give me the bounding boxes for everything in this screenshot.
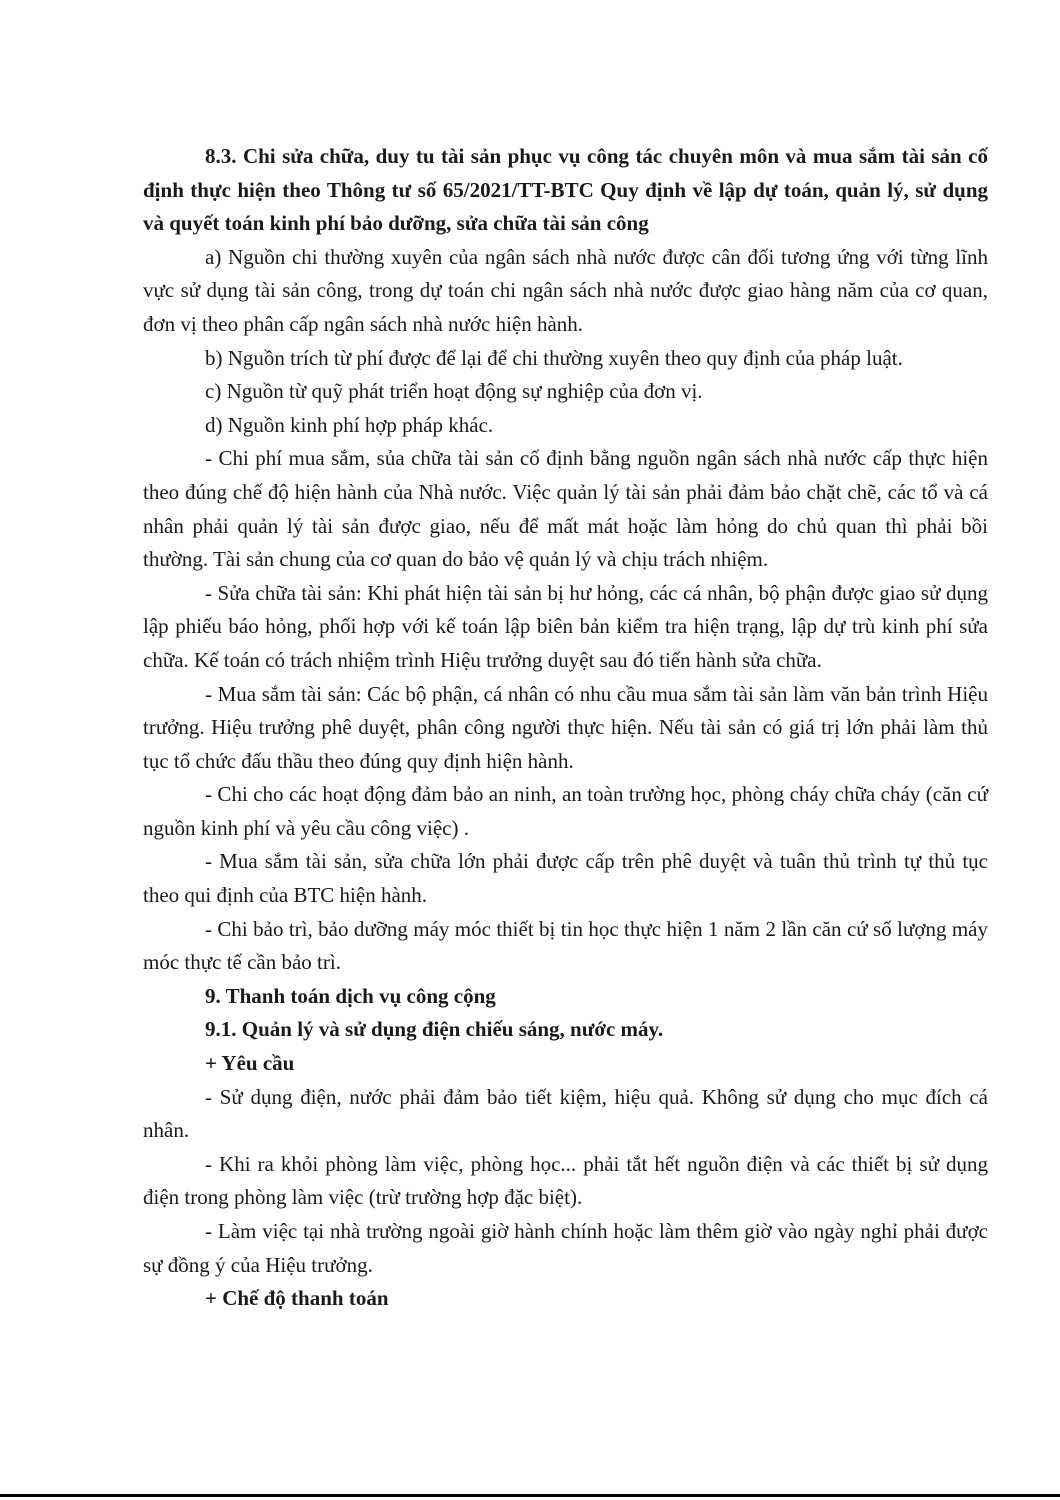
paragraph: - Mua sắm tài sản: Các bộ phận, cá nhân có nhu cầu mua sắm tài sản làm văn bản trình Hiệu trưởng. Hiệu trưởng phê duyệt, phân công người thực hiện. Nếu tài sản có giá trị lớn phải làm thủ tục tổ chức đấu thầu theo đúng quy định hiện hành. [143, 681, 988, 773]
section-9-1-heading: 9.1. Quản lý và sử dụng điện chiếu sáng, nước máy. [205, 1017, 664, 1042]
requirements-label: + Yêu cầu [205, 1051, 295, 1076]
requirement-item: - Làm việc tại nhà trường ngoài giờ hành chính hoặc làm thêm giờ vào ngày nghỉ phải được sự đồng ý của Hiệu trưởng. [143, 1219, 988, 1277]
payment-label: + Chế độ thanh toán [205, 1286, 389, 1311]
requirement-item: - Sử dụng điện, nước phải đảm bảo tiết kiệm, hiệu quả. Không sử dụng cho mục đích cá nhân. [143, 1084, 988, 1143]
section-9-heading: 9. Thanh toán dịch vụ công cộng [205, 983, 496, 1008]
bottom-border-line [0, 1494, 1060, 1497]
paragraph: a) Nguồn chi thường xuyên của ngân sách nhà nước được cân đối tương ứng với từng lĩnh vực sử dụng tài sản công, trong dự toán chi ngân sách nhà nước được giao hàng năm của cơ quan, đơn vị theo phân cấp ngân sách nhà nước hiện hành. [143, 244, 988, 336]
paragraph: - Chi cho các hoạt động đảm bảo an ninh, an toàn trường học, phòng cháy chữa cháy (căn cứ nguồn kinh phí và yêu cầu công việc) . [143, 782, 988, 840]
paragraph: b) Nguồn trích từ phí được để lại để chi thường xuyên theo quy định của pháp luật. [205, 345, 903, 370]
document-body [143, 140, 988, 1316]
paragraph: c) Nguồn từ quỹ phát triển hoạt động sự nghiệp của đơn vị. [205, 379, 703, 404]
requirement-item: - Khi ra khỏi phòng làm việc, phòng học... phải tắt hết nguồn điện và các thiết bị sử dụng điện trong phòng làm việc (trừ trường hợp đặc biệt). [143, 1151, 988, 1210]
section-8-3-heading: 8.3. Chi sửa chữa, duy tu tài sản phục vụ công tác chuyên môn và mua sắm tài sản cố định thực hiện theo Thông tư số 65/2021/TT-BTC Quy định về lập dự toán, quản lý, sử dụng và quyết toán kinh phí bảo dưỡng, sửa chữa tài sản công [143, 144, 988, 236]
paragraph: - Chi bảo trì, bảo dưỡng máy móc thiết bị tin học thực hiện 1 năm 2 lần căn cứ số lượng máy móc thực tế cần bảo trì. [143, 916, 988, 975]
paragraph: - Sửa chữa tài sản: Khi phát hiện tài sản bị hư hỏng, các cá nhân, bộ phận được giao sử dụng lập phiếu báo hỏng, phối hợp với kế toán lập biên bản kiểm tra hiện trạng, lập dự trù kinh phí sửa chữa. Kế toán có trách nhiệm trình Hiệu trưởng duyệt sau đó tiến hành sửa chữa. [143, 580, 988, 672]
paragraph: - Chi phí mua sắm, sủa chữa tài sản cố định bằng nguồn ngân sách nhà nước cấp thực hiện theo đúng chế độ hiện hành của Nhà nước. Việc quản lý tài sản phải đảm bảo chặt chẽ, các tổ và cá nhân phải quản lý tài sản được giao, nếu để mất mát hoặc làm hỏng do chủ quan thì phải bồi thường. Tài sản chung của cơ quan do bảo vệ quản lý và chịu trách nhiệm. [143, 446, 988, 572]
paragraph: - Mua sắm tài sản, sửa chữa lớn phải được cấp trên phê duyệt và tuân thủ trình tự thủ tục theo qui định của BTC hiện hành. [143, 849, 988, 908]
paragraph: d) Nguồn kinh phí hợp pháp khác. [205, 412, 494, 437]
